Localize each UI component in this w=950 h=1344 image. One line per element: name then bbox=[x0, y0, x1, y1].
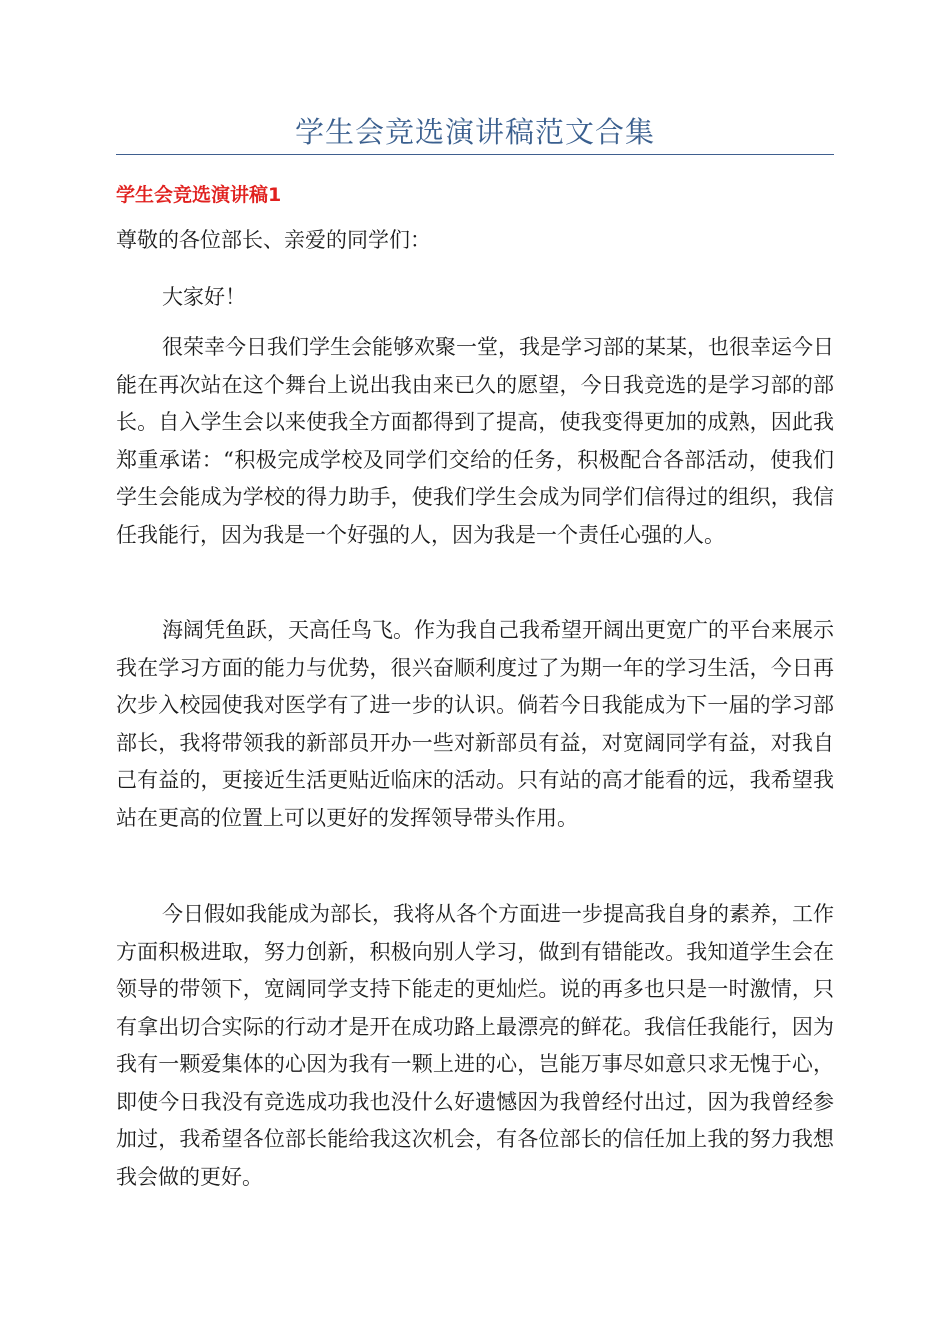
section-heading: 学生会竞选演讲稿1 bbox=[116, 184, 282, 206]
greeting: 大家好！ bbox=[162, 285, 246, 309]
paragraph-3: 今日假如我能成为部长，我将从各个方面进一步提高我自身的素养，工作方面积极进取，努力创新，积极向别人学习，做到有错能改。我知道学生会在领导的带领下，宽阔同学支持下能走的更灿烂。说的再多也只是一时激情，只有拿出切合实际的行动才是开在成功路上最漂亮的鲜花。我信任我能行，因为我有一颗爱集体的心因为我有一颗上进的心，岂能万事尽如意只求无愧于心，即使今日我没有竞选成功我也没什么好遗憾因为我曾经付出过，因为我曾经参加过，我希望各位部长能给我这次机会，有各位部长的信任加上我的努力我想我会做的更好。 bbox=[116, 902, 834, 1189]
document-title: 学生会竞选演讲稿范文合集 bbox=[294, 115, 655, 149]
paragraph-1: 很荣幸今日我们学生会能够欢聚一堂，我是学习部的某某，也很幸运今日能在再次站在这个舞台上说出我由来已久的愿望，今日我竞选的是学习部的部长。自入学生会以来使我全方面都得到了提高，使我变得更加的成熟，因此我郑重承诺：“积极完成学校及同学们交给的任务，积极配合各部活动，使我们学生会能成为学校的得力助手，使我们学生会成为同学们信得过的组织，我信任我能行，因为我是一个好强的人，因为我是一个责任心强的人。 bbox=[116, 335, 834, 547]
paragraph-2: 海阔凭鱼跃，天高任鸟飞。作为我自己我希望开阔出更宽广的平台来展示我在学习方面的能力与优势，很兴奋顺利度过了为期一年的学习生活，今日再次步入校园使我对医学有了进一步的认识。倘若今日我能成为下一届的学习部部长，我将带领我的新部员开办一些对新部员有益，对宽阔同学有益，对我自己有益的，更接近生活更贴近临床的活动。只有站的高才能看的远，我希望我站在更高的位置上可以更好的发挥领导带头作用。 bbox=[116, 618, 834, 830]
title-underline bbox=[116, 154, 834, 155]
salutation: 尊敬的各位部长、亲爱的同学们： bbox=[116, 228, 431, 252]
